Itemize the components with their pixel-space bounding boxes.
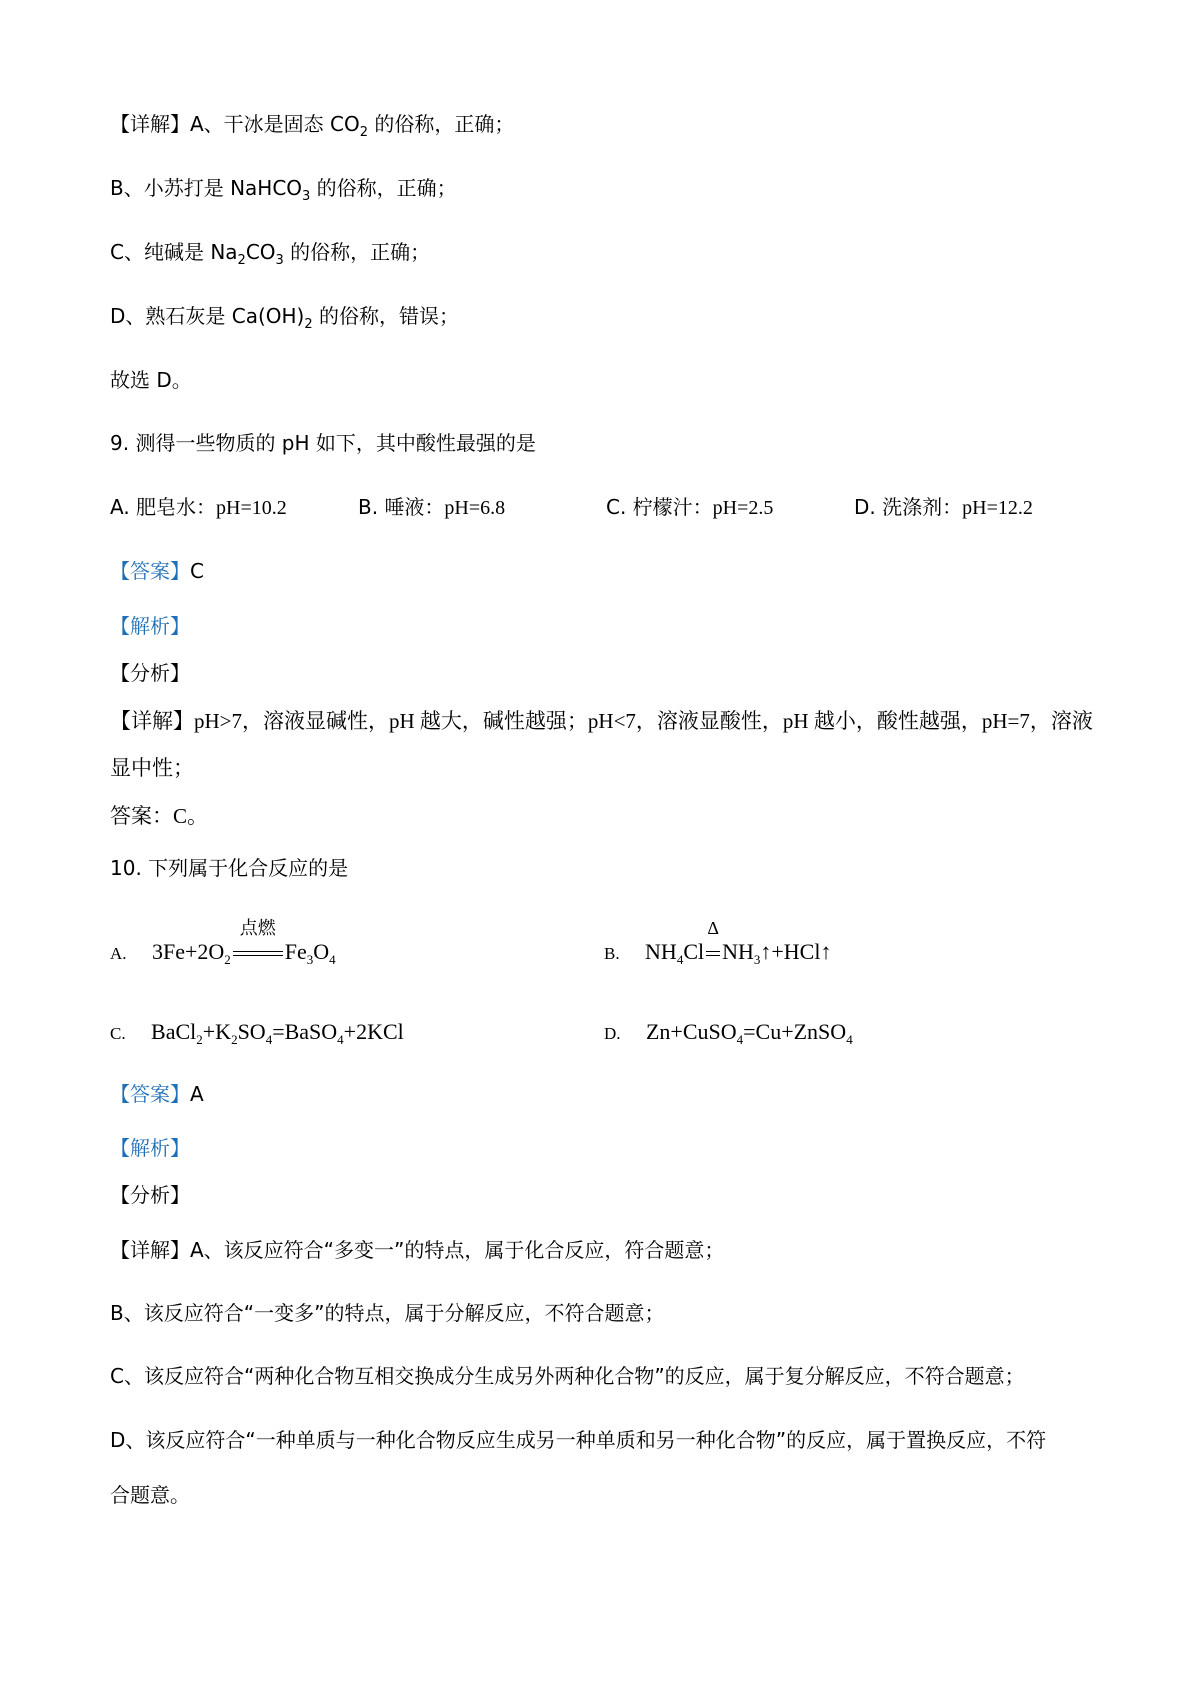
ignite-condition: 点燃 [233, 941, 283, 963]
q9-option-c: C. 柠檬汁：pH=2.5 [606, 495, 774, 519]
detail-line-b: B、小苏打是 NaHCO$_3$ 的俗称，正确； [110, 176, 457, 204]
heat-condition: Δ [706, 941, 720, 963]
q9-stem: 9. 测得一些物质的 pH 如下，其中酸性最强的是 [110, 431, 536, 455]
detail-line-d: D、熟石灰是 $Ca(OH)_2$ 的俗称，错误； [110, 304, 460, 332]
q9-fenxi: 【分析】 [110, 661, 190, 685]
q10-detail-a: 【详解】A、该反应符合“多变一”的特点，属于化合反应，符合题意； [110, 1238, 725, 1262]
q10-option-d: D. Zn+CuSO$_4$=Cu+ZnSO$_4$ [604, 1019, 853, 1047]
detail-line-a: 【详解】A、干冰是固态 $CO_2$ 的俗称，正确； [110, 112, 515, 140]
q9-detail-2: 显中性； [110, 756, 194, 780]
q9-analysis-tag: 【解析】 [110, 614, 190, 638]
q10-fenxi: 【分析】 [110, 1183, 190, 1207]
q9-detail-1: 【详解】pH>7，溶液显碱性，pH 越大，碱性越强；pH<7，溶液显酸性，pH 越小，酸性越强，pH=7，溶液 [110, 709, 1093, 733]
conclusion-line: 故选 D。 [110, 368, 192, 392]
q10-detail-c: C、该反应符合“两种化合物互相交换成分生成另外两种化合物”的反应，属于复分解反应，不符合题意； [110, 1364, 1025, 1388]
q10-detail-d-2: 合题意。 [110, 1483, 190, 1507]
q10-stem: 10. 下列属于化合反应的是 [110, 856, 349, 880]
q9-answer: 【答案】C [110, 559, 204, 583]
q10-option-a: A. $3Fe+2O_2$ 点燃 $Fe_3O_4$ [110, 918, 336, 967]
q10-option-c: C. $BaCl_2+K_2SO_4=BaSO_4+2KCl$ [110, 1019, 404, 1047]
q10-detail-d-1: D、该反应符合“一种单质与一种化合物反应生成另一种单质和另一种化合物”的反应，属于置换反应，不符 [110, 1428, 1047, 1452]
detail-line-c: C、纯碱是 $Na_2CO_3$ 的俗称，正确； [110, 240, 431, 268]
q10-analysis-tag: 【解析】 [110, 1136, 190, 1160]
q10-detail-b: B、该反应符合“一变多”的特点，属于分解反应，不符合题意； [110, 1301, 665, 1325]
q9-option-a: A. 肥皂水：pH=10.2 [110, 495, 287, 519]
q9-conclusion: 答案：C。 [110, 804, 209, 828]
q9-option-d: D. 洗涤剂：pH=12.2 [854, 495, 1033, 519]
q9-option-b: B. 唾液：pH=6.8 [358, 495, 506, 519]
q10-answer: 【答案】A [110, 1082, 204, 1106]
q10-option-b: B. $NH_4Cl$ Δ $NH_3↑+HCl↑$ [604, 918, 832, 967]
